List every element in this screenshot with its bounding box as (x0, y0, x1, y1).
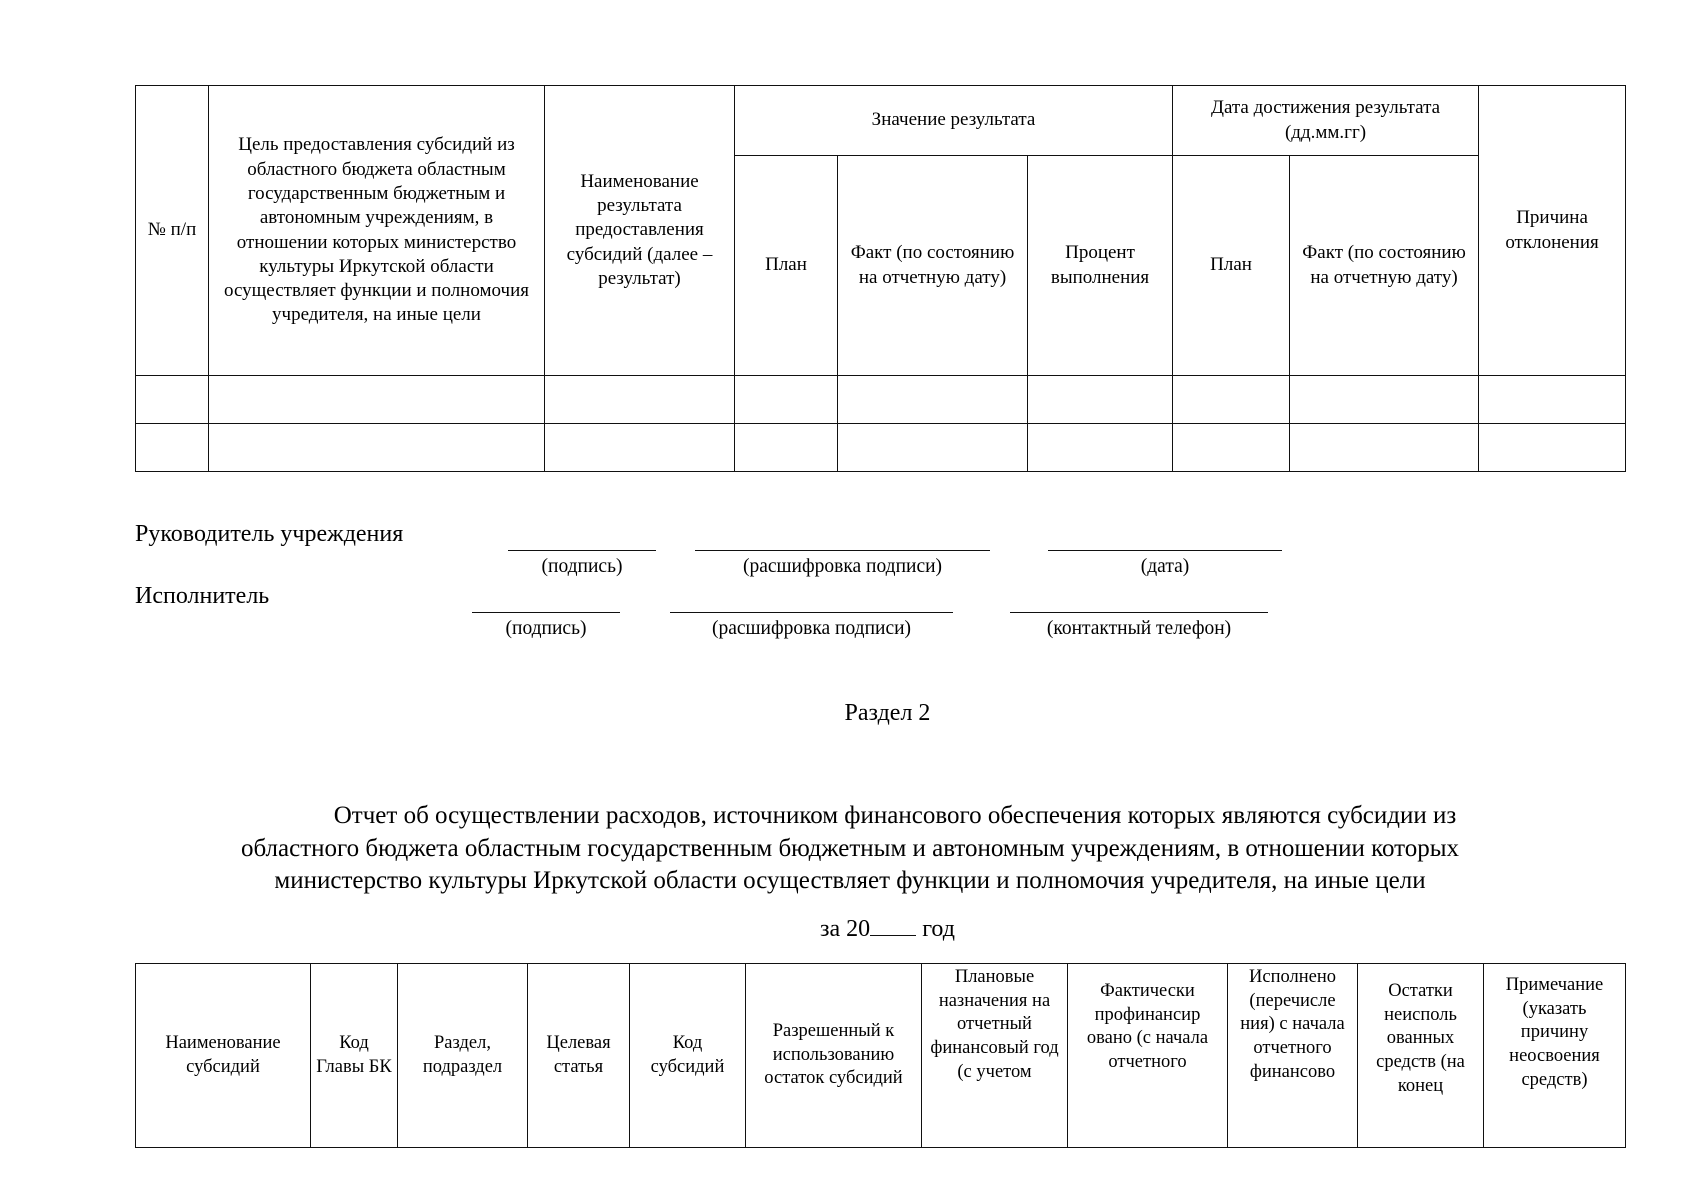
executor-decoding-line[interactable] (670, 612, 953, 613)
table-row (136, 376, 1626, 424)
header-financed (1068, 964, 1228, 1148)
header-result-name: Наименование результата предоставления субсидий (далее – результат) (545, 86, 735, 376)
table-cell[interactable] (1479, 376, 1626, 424)
header-result-value: Значение результата (735, 86, 1173, 156)
year-suffix: год (922, 916, 955, 942)
header-result-date: Дата достижения результата (дд.мм.гг) (1173, 86, 1479, 156)
head-date-line[interactable] (1048, 550, 1282, 551)
signature-caption: (подпись) (541, 556, 623, 577)
header-target-article: Целевая статья (528, 964, 630, 1148)
header-goal: Цель предоставления субсидий из областного бюджета областным государственным бюджетным и автономным учреждениям, в отношении которых министерство культуры Иркутской области осуществляет функции и полномочия учредителя, на иные цели (209, 86, 545, 376)
executor-label: Исполнитель (135, 583, 270, 609)
header-plan-date: План (1173, 156, 1290, 376)
report-title-line: министерство культуры Иркутской области осуществляет функции и полномочия учредителя, на иные цели (274, 867, 1426, 894)
header-fact-date: Факт (по состоянию на отчетную дату) (1290, 156, 1479, 376)
header-percent: Процент выполнения (1028, 156, 1173, 376)
header-executed (1228, 964, 1358, 1148)
date-caption: (дата) (1140, 556, 1190, 577)
year-blank-line[interactable] (870, 935, 916, 936)
report-title-line: Отчет об осуществлении расходов, источником финансового обеспечения которых являются субсидии из (333, 802, 1457, 829)
header-note (1484, 964, 1626, 1148)
report-title-line: областного бюджета областным государственным бюджетным и автономным учреждениям, в отношении которых (240, 834, 1460, 862)
header-note-text: Примечание (указать причину неосвоения средств) (1505, 975, 1604, 1090)
header-executed-text: Исполнено (перечисле ния) с начала отчетного финансово (1240, 967, 1345, 1082)
table-cell[interactable] (545, 376, 735, 424)
header-planned (922, 964, 1068, 1148)
header-remaining-text: Остатки неисполь ованных средств (на конец (1376, 981, 1465, 1096)
header-subsidy-name: Наименование субсидий (136, 964, 311, 1148)
head-signature-line[interactable] (508, 550, 656, 551)
table-cell[interactable] (1173, 424, 1290, 472)
table-cell[interactable] (1028, 376, 1173, 424)
table-cell[interactable] (735, 376, 838, 424)
table-cell[interactable] (838, 376, 1028, 424)
phone-caption: (контактный телефон) (1046, 618, 1232, 639)
header-remaining (1358, 964, 1484, 1148)
header-num: № п/п (136, 86, 209, 376)
executor-signature-line[interactable] (472, 612, 620, 613)
table-cell[interactable] (209, 376, 545, 424)
section-title: Раздел 2 (844, 700, 931, 726)
table-row (136, 424, 1626, 472)
expenses-table (135, 963, 1626, 1148)
table-cell[interactable] (545, 424, 735, 472)
table-cell[interactable] (1479, 424, 1626, 472)
year-prefix: за 20 (820, 916, 871, 942)
report-title (140, 800, 1560, 898)
header-financed-text: Фактически профинансир овано (с начала отчетного (1086, 981, 1209, 1073)
table-cell[interactable] (1290, 424, 1479, 472)
table-cell[interactable] (136, 376, 209, 424)
table-cell[interactable] (735, 424, 838, 472)
signature-caption: (подпись) (505, 618, 587, 639)
header-allowed-remainder: Разрешенный к использованию остаток субсидий (746, 964, 922, 1148)
decoding-caption: (расшифровка подписи) (742, 556, 943, 577)
header-fact: Факт (по состоянию на отчетную дату) (838, 156, 1028, 376)
head-decoding-line[interactable] (695, 550, 990, 551)
header-plan: План (735, 156, 838, 376)
report-year (40, 916, 1695, 943)
table-cell[interactable] (1290, 376, 1479, 424)
table-cell[interactable] (1173, 376, 1290, 424)
table-cell[interactable] (838, 424, 1028, 472)
header-planned-text: Плановые назначения на отчетный финансовый год (с учетом (930, 967, 1059, 1082)
head-label: Руководитель учреждения (135, 521, 404, 547)
header-section: Раздел, подраздел (398, 964, 528, 1148)
header-chapter-code: Код Главы БК (311, 964, 398, 1148)
table-cell[interactable] (1028, 424, 1173, 472)
header-subsidy-code: Код субсидий (630, 964, 746, 1148)
table-cell[interactable] (209, 424, 545, 472)
results-table (135, 85, 1626, 472)
header-reason: Причина отклонения (1479, 86, 1626, 376)
executor-phone-line[interactable] (1010, 612, 1268, 613)
table-cell[interactable] (136, 424, 209, 472)
decoding-caption: (расшифровка подписи) (711, 618, 912, 639)
